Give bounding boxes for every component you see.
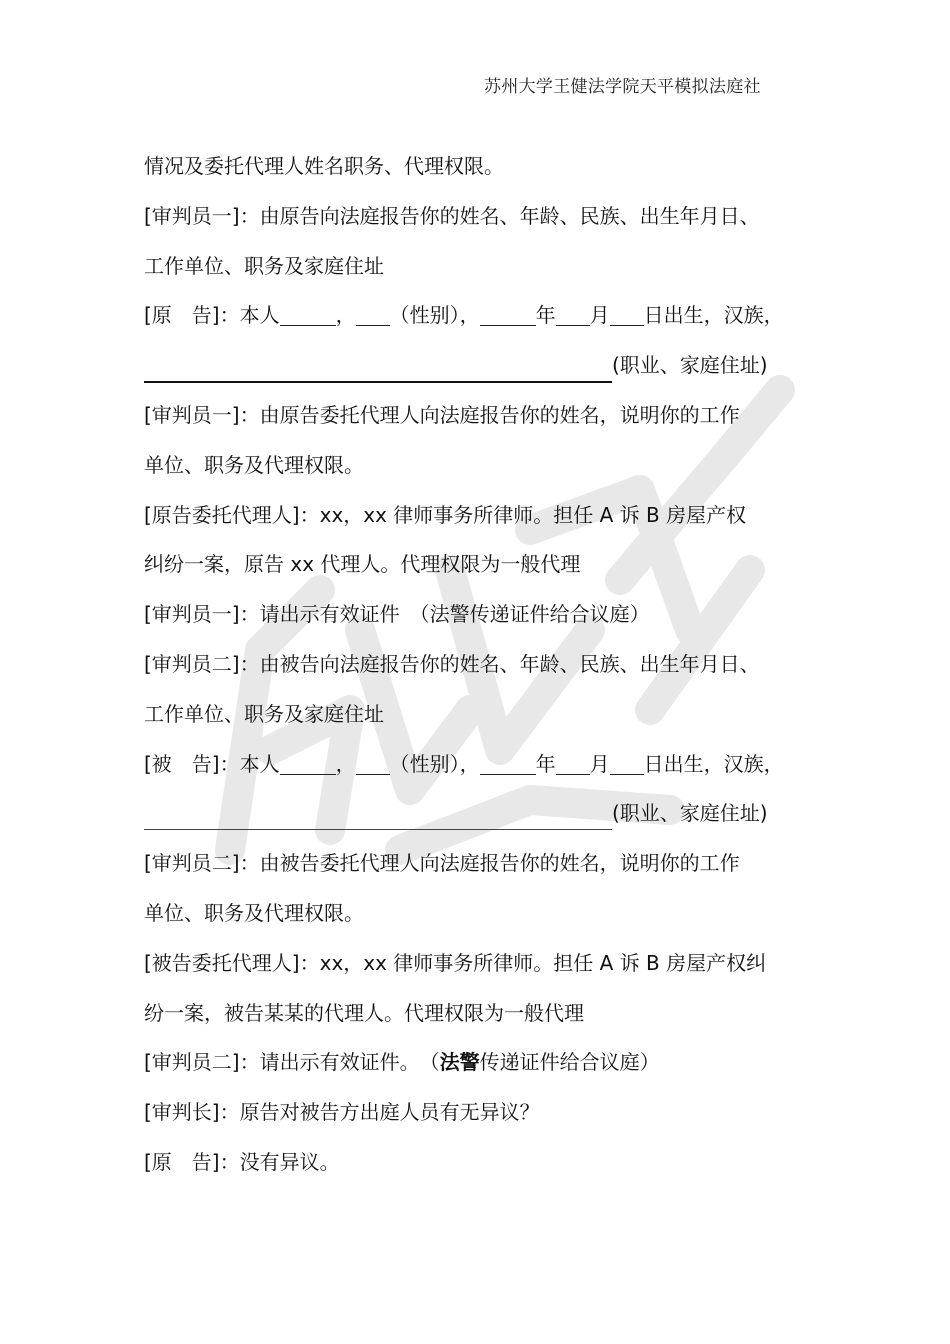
speaker-label: [原 告]：本人 xyxy=(144,303,280,328)
address-blank xyxy=(144,829,612,830)
comma: ， xyxy=(335,751,356,776)
text-line xyxy=(144,1042,816,1092)
year-label: 年 xyxy=(535,751,556,776)
name-blank xyxy=(280,752,336,775)
month-label: 月 xyxy=(589,751,610,776)
plaintiff-info-line xyxy=(144,295,816,345)
text-line: [原 告]：没有异议。 xyxy=(144,1149,340,1174)
year-label: 年 xyxy=(535,303,556,328)
text-line: [审判长]：原告对被告方出庭人员有无异议？ xyxy=(144,1100,540,1125)
gender-label: （性别）， xyxy=(389,303,480,328)
month-label: 月 xyxy=(589,303,610,328)
gender-blank xyxy=(356,752,390,775)
name-blank xyxy=(280,303,336,326)
text-line: 单位、职务及代理权限。 xyxy=(144,900,364,925)
birth-tail: 日出生，汉族， xyxy=(643,751,784,776)
text-line: 情况及委托代理人姓名职务、代理权限。 xyxy=(144,154,504,178)
text-line: [被告委托代理人]：xx，xx 律师事务所律师。担任 A 诉 B 房屋产权纠 xyxy=(144,950,767,975)
text-line: [原告委托代理人]：xx，xx 律师事务所律师。担任 A 诉 B 房屋产权 xyxy=(144,502,747,527)
line-text: [审判员二]：请出示有效证件。 （ xyxy=(144,1050,440,1075)
text-line: [审判员二]：由被告向法庭报告你的姓名、年龄、民族、出生年月日、 xyxy=(144,651,760,676)
text-line: 工作单位、职务及家庭住址 xyxy=(144,253,384,278)
bold-text: 法警 xyxy=(439,1050,480,1075)
year-blank xyxy=(480,752,536,775)
day-blank xyxy=(610,752,644,775)
text-line: 工作单位、职务及家庭住址 xyxy=(144,701,384,726)
defendant-address-line xyxy=(144,793,816,843)
month-blank xyxy=(556,752,590,775)
plaintiff-address-line xyxy=(144,345,816,395)
document-body xyxy=(144,146,816,1192)
address-note: (职业、家庭住址) xyxy=(612,801,768,826)
defendant-info-line xyxy=(144,744,816,794)
birth-tail: 日出生，汉族， xyxy=(643,303,784,328)
gender-blank xyxy=(356,303,390,326)
line-text: 传递证件给合议庭） xyxy=(479,1050,660,1075)
text-line: 纷一案，被告某某的代理人。代理权限为一般代理 xyxy=(144,1000,584,1025)
address-note: (职业、家庭住址) xyxy=(612,353,768,378)
month-blank xyxy=(556,303,590,326)
text-line: [审判员一]：由原告向法庭报告你的姓名、年龄、民族、出生年月日、 xyxy=(144,203,760,228)
year-blank xyxy=(480,303,536,326)
text-line: 纠纷一案，原告 xx 代理人。代理权限为一般代理 xyxy=(144,552,581,577)
day-blank xyxy=(610,303,644,326)
text-line: [审判员一]：由原告委托代理人向法庭报告你的姓名，说明你的工作 xyxy=(144,402,740,427)
page-header: 苏州大学王健法学院天平模拟法庭社 xyxy=(484,77,761,97)
speaker-label: [被 告]：本人 xyxy=(144,751,280,776)
gender-label: （性别）， xyxy=(389,751,480,776)
text-line: 单位、职务及代理权限。 xyxy=(144,452,364,477)
address-blank xyxy=(144,381,612,383)
text-line: [审判员一]：请出示有效证件 （法警传递证件给合议庭） xyxy=(144,602,650,627)
comma: ， xyxy=(335,303,356,328)
text-line: [审判员二]：由被告委托代理人向法庭报告你的姓名，说明你的工作 xyxy=(144,851,740,876)
